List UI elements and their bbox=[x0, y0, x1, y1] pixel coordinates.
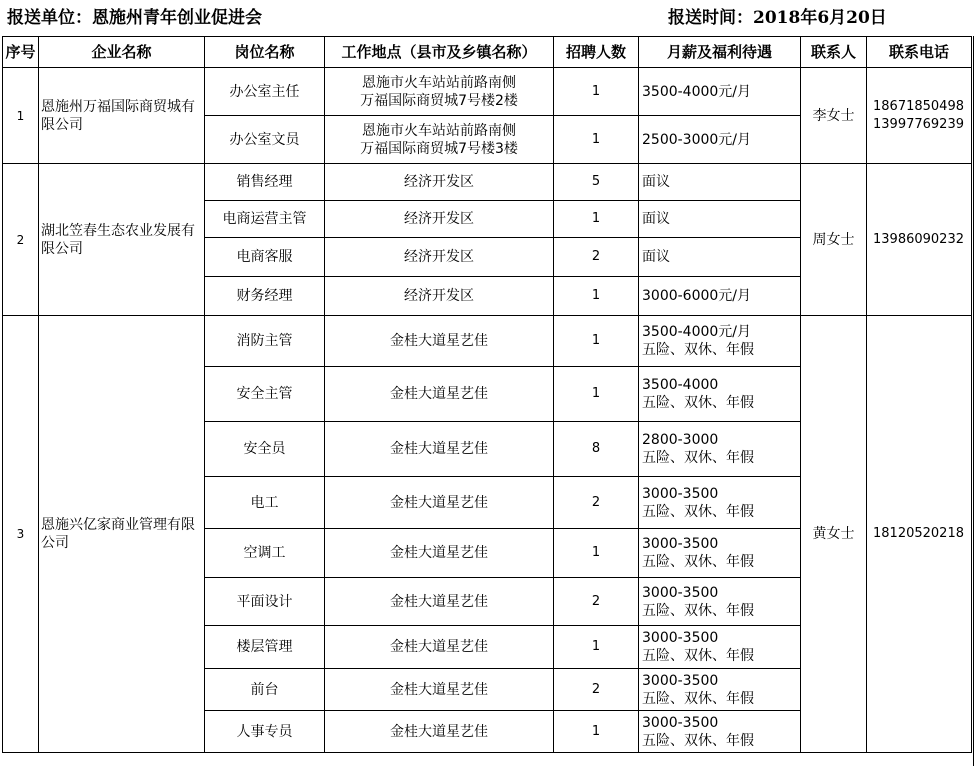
col-header-company: 企业名称 bbox=[39, 37, 205, 68]
salary-benefits: 3500-4000元/月 bbox=[639, 68, 801, 116]
position-title: 财务经理 bbox=[205, 277, 325, 316]
hire-count: 1 bbox=[554, 68, 639, 116]
table-row bbox=[3, 68, 972, 116]
salary-benefits: 3000-3500 五险、双休、年假 bbox=[639, 477, 801, 529]
col-header-index: 序号 bbox=[3, 37, 39, 68]
position-title: 销售经理 bbox=[205, 164, 325, 201]
work-location: 金桂大道星艺佳 bbox=[325, 422, 554, 477]
salary-benefits: 3000-3500 五险、双休、年假 bbox=[639, 669, 801, 711]
salary-benefits: 3000-3500 五险、双休、年假 bbox=[639, 711, 801, 753]
contact-person: 李女士 bbox=[801, 68, 867, 164]
salary-benefits: 面议 bbox=[639, 201, 801, 238]
work-location: 金桂大道星艺佳 bbox=[325, 669, 554, 711]
hire-count: 5 bbox=[554, 164, 639, 201]
position-title: 人事专员 bbox=[205, 711, 325, 753]
hire-count: 1 bbox=[554, 116, 639, 164]
position-title: 楼层管理 bbox=[205, 626, 325, 669]
salary-benefits: 2500-3000元/月 bbox=[639, 116, 801, 164]
position-title: 电工 bbox=[205, 477, 325, 529]
contact-person: 周女士 bbox=[801, 164, 867, 316]
position-title: 电商运营主管 bbox=[205, 201, 325, 238]
col-header-position: 岗位名称 bbox=[205, 37, 325, 68]
row-index: 3 bbox=[3, 316, 39, 753]
contact-phone: 18671850498 13997769239 bbox=[867, 68, 972, 164]
salary-benefits: 面议 bbox=[639, 164, 801, 201]
salary-benefits: 面议 bbox=[639, 238, 801, 277]
salary-benefits: 3000-3500 五险、双休、年假 bbox=[639, 529, 801, 578]
salary-benefits: 3500-4000 五险、双休、年假 bbox=[639, 367, 801, 422]
salary-benefits: 3000-3500 五险、双休、年假 bbox=[639, 578, 801, 626]
header-row bbox=[3, 37, 972, 68]
hire-count: 8 bbox=[554, 422, 639, 477]
contact-phone: 13986090232 bbox=[867, 164, 972, 316]
hire-count: 2 bbox=[554, 477, 639, 529]
recruitment-table bbox=[2, 36, 972, 753]
salary-benefits: 2800-3000 五险、双休、年假 bbox=[639, 422, 801, 477]
hire-count: 1 bbox=[554, 316, 639, 367]
position-title: 消防主管 bbox=[205, 316, 325, 367]
work-location: 金桂大道星艺佳 bbox=[325, 711, 554, 753]
hire-count: 1 bbox=[554, 529, 639, 578]
col-header-salary: 月薪及福利待遇 bbox=[639, 37, 801, 68]
company-name: 湖北笠春生态农业发展有限公司 bbox=[39, 164, 205, 316]
work-location: 金桂大道星艺佳 bbox=[325, 367, 554, 422]
work-location: 经济开发区 bbox=[325, 277, 554, 316]
hire-count: 1 bbox=[554, 711, 639, 753]
hire-count: 1 bbox=[554, 626, 639, 669]
contact-phone: 18120520218 bbox=[867, 316, 972, 753]
table-row bbox=[3, 316, 972, 367]
salary-benefits: 3000-3500 五险、双休、年假 bbox=[639, 626, 801, 669]
report-date: 报送时间：2018年6月20日 bbox=[668, 8, 887, 28]
position-title: 办公室主任 bbox=[205, 68, 325, 116]
company-name: 恩施州万福国际商贸城有限公司 bbox=[39, 68, 205, 164]
work-location: 经济开发区 bbox=[325, 164, 554, 201]
work-location: 金桂大道星艺佳 bbox=[325, 529, 554, 578]
table-row bbox=[3, 164, 972, 201]
position-title: 空调工 bbox=[205, 529, 325, 578]
col-header-phone: 联系电话 bbox=[867, 37, 972, 68]
contact-person: 黄女士 bbox=[801, 316, 867, 753]
work-location: 恩施市火车站站前路南侧 万福国际商贸城7号楼2楼 bbox=[325, 68, 554, 116]
position-title: 安全主管 bbox=[205, 367, 325, 422]
salary-benefits: 3500-4000元/月 五险、双休、年假 bbox=[639, 316, 801, 367]
row-index: 2 bbox=[3, 164, 39, 316]
position-title: 平面设计 bbox=[205, 578, 325, 626]
position-title: 办公室文员 bbox=[205, 116, 325, 164]
work-location: 经济开发区 bbox=[325, 238, 554, 277]
work-location: 恩施市火车站站前路南侧 万福国际商贸城7号楼3楼 bbox=[325, 116, 554, 164]
work-location: 金桂大道星艺佳 bbox=[325, 477, 554, 529]
hire-count: 2 bbox=[554, 669, 639, 711]
work-location: 金桂大道星艺佳 bbox=[325, 578, 554, 626]
position-title: 电商客服 bbox=[205, 238, 325, 277]
row-index: 1 bbox=[3, 68, 39, 164]
report-unit: 报送单位：恩施州青年创业促进会 bbox=[7, 8, 262, 28]
work-location: 经济开发区 bbox=[325, 201, 554, 238]
hire-count: 1 bbox=[554, 201, 639, 238]
col-header-count: 招聘人数 bbox=[554, 37, 639, 68]
hire-count: 2 bbox=[554, 238, 639, 277]
position-title: 安全员 bbox=[205, 422, 325, 477]
hire-count: 1 bbox=[554, 277, 639, 316]
hire-count: 1 bbox=[554, 367, 639, 422]
work-location: 金桂大道星艺佳 bbox=[325, 626, 554, 669]
work-location: 金桂大道星艺佳 bbox=[325, 316, 554, 367]
company-name: 恩施兴亿家商业管理有限公司 bbox=[39, 316, 205, 753]
col-header-contact: 联系人 bbox=[801, 37, 867, 68]
position-title: 前台 bbox=[205, 669, 325, 711]
col-header-location: 工作地点（县市及乡镇名称） bbox=[325, 37, 554, 68]
salary-benefits: 3000-6000元/月 bbox=[639, 277, 801, 316]
hire-count: 2 bbox=[554, 578, 639, 626]
